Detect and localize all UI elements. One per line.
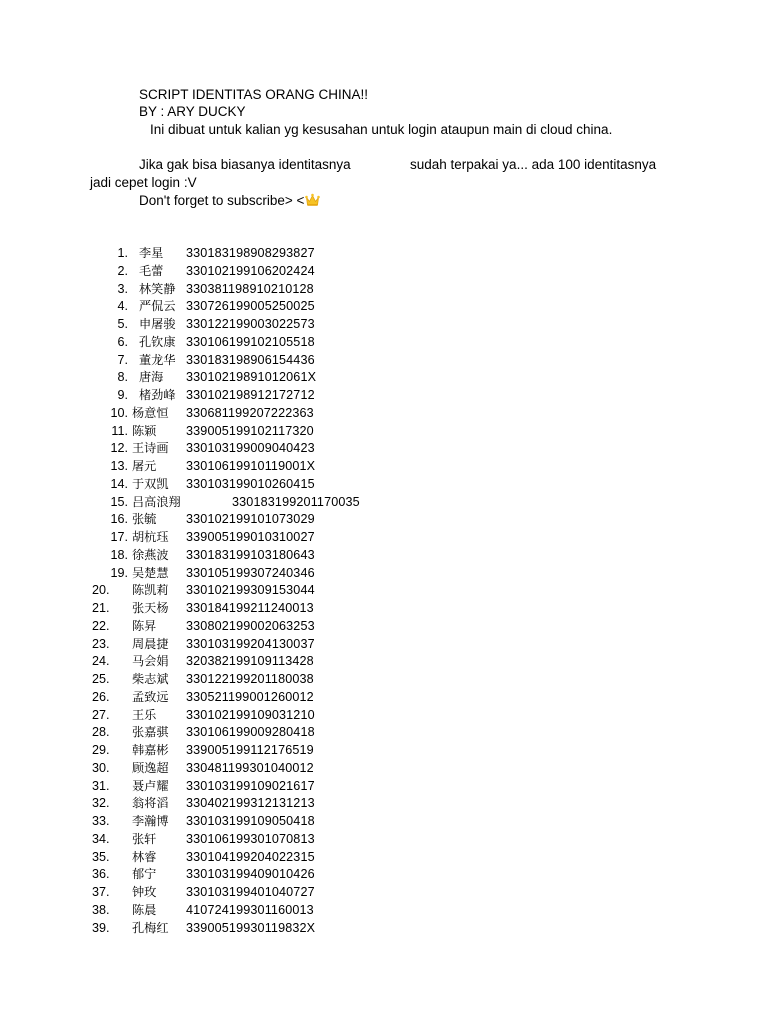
entry-id-number: 330103199409010426: [186, 867, 315, 882]
list-item: [0, 511, 768, 529]
entry-name: 毛蕾: [139, 263, 164, 278]
entry-name: 李星: [139, 246, 164, 260]
entry-id-number: 330103199204130037: [186, 636, 315, 651]
document-title: SCRIPT IDENTITAS ORANG CHINA!!: [139, 87, 369, 102]
entry-id-number: 320382199109113428: [186, 654, 314, 669]
list-item: [0, 671, 768, 689]
entry-name: 翁将滔: [132, 796, 169, 811]
list-item: [0, 547, 768, 565]
subscribe-line: [139, 192, 320, 210]
list-item: [0, 281, 768, 299]
entry-id-number: 330103199009040423: [186, 441, 315, 456]
entry-number: 22.: [92, 618, 110, 633]
list-item: [0, 778, 768, 796]
note-line-part2: sudah terpakai ya... ada 100 identitasnya: [410, 157, 657, 172]
entry-number: 16.: [110, 512, 128, 527]
entry-number: 23.: [92, 636, 110, 651]
entry-number: 8.: [117, 370, 128, 385]
entry-number: 28.: [92, 725, 110, 740]
entry-id-number: 33010619910119001X: [186, 459, 316, 473]
entry-number: 33.: [92, 814, 110, 828]
entry-name: 楮劲峰: [139, 388, 176, 402]
entry-name: 柴志斌: [132, 672, 169, 686]
entry-name: 胡杭珏: [132, 530, 169, 544]
entry-name: 聂卢耀: [132, 778, 169, 793]
list-item: [0, 387, 768, 405]
entry-number: 3.: [117, 281, 128, 296]
entry-number: 31.: [92, 778, 110, 793]
list-item: [0, 636, 768, 654]
entry-id-number: 330102199101073029: [186, 512, 315, 527]
entry-number: 37.: [92, 885, 110, 899]
entry-id-number: 330726199005250025: [186, 299, 315, 314]
list-item: [0, 831, 768, 849]
note-line-part1: Jika gak bisa biasanya identitasnya: [139, 157, 351, 172]
entry-id-number: 339005199112176519: [186, 743, 314, 757]
entry-id-number: 330102199106202424: [186, 263, 315, 278]
entry-name: 徐燕波: [132, 547, 169, 562]
entry-name: 孟致远: [132, 689, 169, 704]
entry-id-number: 330103199109021617: [186, 778, 315, 793]
list-item: [0, 245, 768, 263]
entry-number: 19.: [110, 565, 128, 580]
entry-name: 张嘉骐: [132, 725, 169, 740]
list-item: [0, 795, 768, 813]
entry-number: 25.: [92, 672, 110, 686]
entry-number: 1.: [117, 246, 128, 260]
entry-id-number: 339005199102117320: [186, 423, 314, 438]
subscribe-text: Don't forget to subscribe> <: [139, 193, 305, 208]
entry-id-number: 330102198912172712: [186, 388, 315, 402]
entry-number: 9.: [117, 388, 128, 402]
entry-id-number: 33010219891012061X: [186, 370, 317, 385]
entry-id-number: 330104199204022315: [186, 849, 315, 864]
entry-id-number: 330183198906154436: [186, 352, 315, 367]
entry-number: 36.: [92, 867, 110, 882]
entry-number: 24.: [92, 654, 110, 669]
entry-id-number: 339005199010310027: [186, 530, 315, 544]
entry-number: 34.: [92, 831, 110, 846]
entry-number: 14.: [110, 476, 128, 491]
entry-name: 顾逸超: [132, 760, 169, 775]
entry-name: 李瀚博: [132, 814, 169, 828]
list-item: [0, 920, 768, 938]
entry-id-number: 330103199401040727: [186, 885, 315, 899]
entry-number: 27.: [92, 707, 110, 722]
entry-number: 39.: [92, 920, 110, 935]
list-item: [0, 334, 768, 352]
entry-name: 张毓: [132, 512, 157, 527]
entry-number: 12.: [110, 441, 128, 456]
entry-name: 钟玫: [132, 885, 157, 899]
list-item: [0, 440, 768, 458]
entry-id-number: 330103199109050418: [186, 814, 315, 828]
entry-number: 20.: [92, 583, 110, 598]
description-line: Ini dibuat untuk kalian yg kesusahan untuk login ataupun main di cloud china.: [150, 122, 613, 137]
entry-name: 张天杨: [132, 601, 169, 615]
entry-name: 陈昇: [132, 618, 157, 633]
list-item: [0, 618, 768, 636]
entry-id-number: 330802199002063253: [186, 618, 315, 633]
entry-id-number: 330183199201170035: [232, 494, 360, 509]
entry-number: 2.: [117, 263, 128, 278]
note-line-part3: jadi cepet login :V: [90, 175, 197, 190]
entry-id-number: 330122199003022573: [186, 317, 315, 331]
list-item: [0, 760, 768, 778]
entry-id-number: 330102199109031210: [186, 707, 315, 722]
entry-id-number: 330402199312131213: [186, 796, 315, 811]
entry-id-number: 330521199001260012: [186, 689, 314, 704]
list-item: [0, 263, 768, 281]
entry-id-number: 330681199207222363: [186, 405, 314, 420]
list-item: [0, 405, 768, 423]
entry-id-number: 330106199301070813: [186, 831, 315, 846]
list-item: [0, 529, 768, 547]
entry-id-number: 330105199307240346: [186, 565, 315, 580]
list-item: [0, 724, 768, 742]
list-item: [0, 423, 768, 441]
author-line: BY : ARY DUCKY: [139, 104, 246, 119]
entry-number: 6.: [117, 334, 128, 349]
list-item: [0, 352, 768, 370]
list-item: [0, 476, 768, 494]
entry-id-number: 330481199301040012: [186, 760, 314, 775]
entry-id-number: 330103199010260415: [186, 476, 315, 491]
list-item: [0, 565, 768, 583]
list-item: [0, 813, 768, 831]
entry-name: 吴楚慧: [132, 565, 169, 580]
entry-number: 32.: [92, 796, 110, 811]
list-item: [0, 707, 768, 725]
entry-id-number: 330102199309153044: [186, 583, 315, 598]
list-item: [0, 902, 768, 920]
list-item: [0, 689, 768, 707]
entry-name: 董龙华: [139, 352, 176, 367]
entry-name: 王诗画: [132, 441, 169, 456]
entry-number: 21.: [92, 601, 110, 615]
entry-name: 孔梅红: [132, 920, 169, 935]
entry-name: 屠元: [132, 459, 157, 473]
entry-name: 吕高浪翔: [132, 494, 181, 509]
entry-name: 严侃云: [139, 299, 176, 314]
entry-id-number: 330106199102105518: [186, 334, 315, 349]
entry-number: 35.: [92, 849, 110, 864]
entry-number: 4.: [117, 299, 128, 314]
entry-number: 10.: [110, 405, 128, 420]
list-item: [0, 369, 768, 387]
entry-name: 陈晨: [132, 902, 157, 917]
entry-name: 郁宁: [132, 867, 157, 882]
list-item: [0, 298, 768, 316]
list-item: [0, 884, 768, 902]
entry-name: 于双凯: [132, 476, 169, 491]
list-item: [0, 849, 768, 867]
entry-name: 王乐: [132, 707, 157, 722]
entry-name: 杨意恒: [132, 405, 169, 420]
entry-number: 30.: [92, 760, 110, 775]
entry-id-number: 330381198910210128: [186, 281, 314, 296]
list-item: [0, 742, 768, 760]
entry-number: 38.: [92, 902, 110, 917]
entry-name: 张轩: [132, 831, 157, 846]
entry-name: 陈凯莉: [132, 583, 169, 598]
entry-name: 周晨捷: [132, 636, 169, 651]
list-item: [0, 582, 768, 600]
entry-id-number: 330183199103180643: [186, 547, 315, 562]
entry-id-number: 330184199211240013: [186, 601, 314, 615]
list-item: [0, 600, 768, 618]
entry-number: 18.: [110, 547, 128, 562]
entry-id-number: 410724199301160013: [186, 902, 314, 917]
entry-number: 17.: [110, 530, 128, 544]
entry-id-number: 330183198908293827: [186, 246, 315, 260]
entry-id-number: 330106199009280418: [186, 725, 315, 740]
list-item: [0, 653, 768, 671]
entry-name: 申屠骏: [139, 317, 176, 331]
entry-number: 11.: [111, 423, 128, 438]
entry-id-number: 330122199201180038: [186, 672, 314, 686]
entry-name: 陈颖: [132, 423, 157, 438]
entry-number: 29.: [92, 743, 110, 757]
entry-number: 13.: [110, 459, 128, 473]
entry-number: 26.: [92, 689, 110, 704]
entry-name: 唐海: [139, 370, 164, 385]
list-item: [0, 458, 768, 476]
entry-id-number: 33900519930119832X: [186, 920, 316, 935]
entry-number: 5.: [117, 317, 128, 331]
list-item: [0, 866, 768, 884]
entry-name: 孔钦康: [139, 334, 176, 349]
entry-number: 7.: [117, 352, 128, 367]
entry-name: 林笑静: [139, 281, 176, 296]
list-item: [0, 494, 768, 512]
entry-name: 韩嘉彬: [132, 743, 169, 757]
entry-number: 15.: [110, 494, 128, 509]
entry-name: 马会娟: [132, 654, 169, 669]
list-item: [0, 316, 768, 334]
entry-name: 林睿: [132, 849, 157, 864]
crown-icon: [305, 193, 320, 207]
